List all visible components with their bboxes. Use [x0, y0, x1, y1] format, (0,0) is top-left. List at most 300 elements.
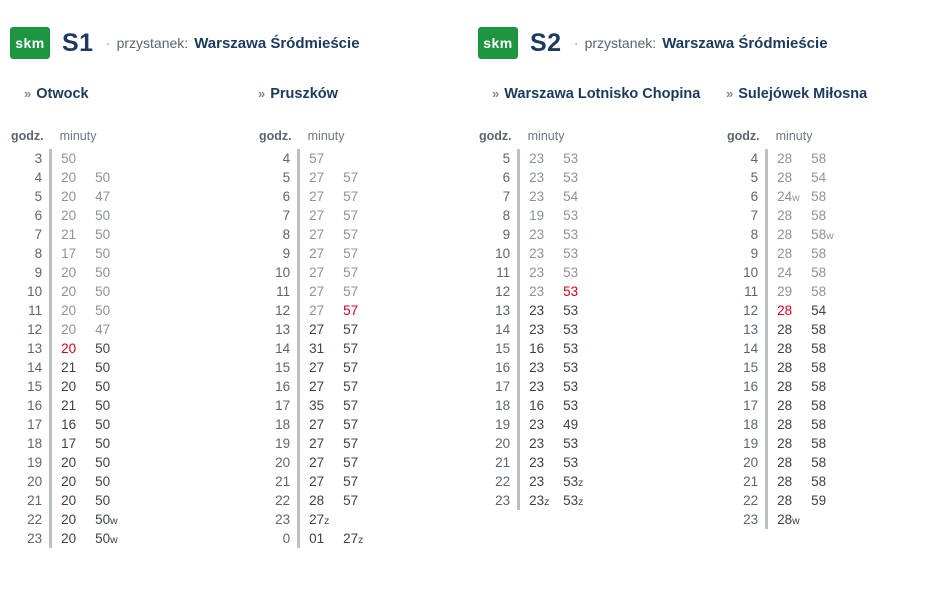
departure-minute: 53 [563, 341, 579, 356]
table-row [258, 377, 377, 396]
departure-minute: 23 [529, 455, 545, 470]
table-row [10, 225, 129, 244]
hour-cell: 18 [495, 398, 511, 413]
minutes-cell [767, 358, 846, 377]
departure-minute: 28 [777, 151, 793, 166]
table-row [10, 263, 129, 282]
departure-minute: 28 [777, 322, 793, 337]
departure-minute: 53 [563, 360, 579, 375]
timetable-group [478, 128, 933, 538]
minutes-cell [767, 263, 846, 282]
hour-cell: 13 [743, 322, 759, 337]
direction-name: Pruszków [270, 86, 338, 102]
hour-cell: 17 [495, 379, 511, 394]
table-row [726, 244, 845, 263]
departure-minute: 20 [61, 189, 77, 204]
hour-cell: 17 [275, 398, 291, 413]
table-row [726, 358, 845, 377]
hour-cell: 11 [276, 284, 291, 299]
departure-minute: 23 [529, 284, 545, 299]
minutes-cell [299, 472, 378, 491]
departure-minute: 57 [343, 265, 359, 280]
departure-minute: 28 [777, 208, 793, 223]
departure-minute: 58 [811, 151, 827, 166]
column-header-hour: godz. [259, 129, 292, 143]
departure-minute: 50 [95, 208, 111, 223]
table-row [258, 472, 377, 491]
departure-minute: 53 [563, 208, 579, 223]
table-row [478, 339, 597, 358]
departure-minute: 27 [309, 246, 325, 261]
direction-header-2 [258, 86, 338, 102]
hour-cell: 16 [743, 379, 759, 394]
departure-minute: 28 [777, 417, 793, 432]
departure-minute: 28 [777, 436, 793, 451]
departure-minute: 50 [95, 436, 111, 451]
hour-cell: 15 [27, 379, 43, 394]
stop-label: przystanek: [584, 35, 657, 51]
hour-cell: 6 [502, 170, 511, 185]
departure-minute: 28 [777, 360, 793, 375]
skm-logo-icon [478, 27, 518, 59]
departure-minute: 23 [529, 417, 545, 432]
minutes-cell [519, 415, 598, 434]
minute-suffix: z [544, 496, 550, 508]
departure-minute: 28 [777, 455, 793, 470]
departure-minute: 50 [95, 265, 111, 280]
table-row [726, 187, 845, 206]
table-row [258, 282, 377, 301]
direction-header-2 [726, 86, 867, 102]
minutes-cell [767, 472, 846, 491]
minutes-cell [299, 263, 378, 282]
departure-minute: 20 [61, 170, 77, 185]
minutes-cell [767, 339, 846, 358]
line-panel-s2 [478, 0, 933, 594]
line-number: S2 [530, 28, 562, 57]
departure-minute: 54 [563, 189, 579, 204]
minute-suffix: w [110, 534, 118, 546]
departure-minute: 58 [811, 360, 827, 375]
stop-name: Warszawa Śródmieście [662, 34, 828, 52]
hour-cell: 5 [282, 170, 291, 185]
hour-cell: 7 [282, 208, 291, 223]
column-header-minutes: minuty [527, 129, 565, 143]
minutes-cell [299, 320, 378, 339]
hour-cell: 13 [27, 341, 43, 356]
minutes-cell [51, 434, 130, 453]
departure-minute: 23 [529, 265, 545, 280]
minutes-cell [519, 282, 598, 301]
column-header-minutes: minuty [307, 129, 345, 143]
departure-minute: 20 [61, 341, 77, 356]
hour-cell: 15 [743, 360, 759, 375]
table-row [258, 396, 377, 415]
minutes-cell [767, 434, 846, 453]
table-row [478, 377, 597, 396]
hour-cell: 13 [495, 303, 511, 318]
hour-cell: 12 [275, 303, 291, 318]
hour-cell: 4 [750, 151, 759, 166]
table-row [10, 491, 129, 510]
direction-name: Sulejówek Miłosna [738, 86, 868, 102]
minutes-cell [519, 358, 598, 377]
minutes-cell [519, 320, 598, 339]
departure-minute: 23 [529, 360, 545, 375]
departure-minute: 27 [309, 227, 325, 242]
departure-minute: 57 [343, 227, 359, 242]
table-row [10, 358, 129, 377]
table-row [10, 244, 129, 263]
departure-minute: 50w [95, 512, 118, 527]
departure-minute: 35 [309, 398, 325, 413]
departure-minute: 50 [95, 170, 111, 185]
minutes-cell [299, 168, 378, 187]
departure-minute: 57 [343, 360, 359, 375]
table-row [258, 301, 377, 320]
table-row [10, 472, 129, 491]
departure-minute: 23 [529, 322, 545, 337]
minute-suffix: w [826, 230, 834, 242]
hour-cell: 8 [34, 246, 43, 261]
hour-cell: 9 [34, 265, 43, 280]
stop-label: przystanek: [116, 35, 189, 51]
departures-table [10, 128, 129, 548]
hour-cell: 11 [28, 303, 43, 318]
departure-minute: 28 [777, 303, 793, 318]
minute-suffix: w [792, 515, 800, 527]
table-row [258, 415, 377, 434]
minutes-cell [519, 396, 598, 415]
line-panel-s1 [10, 0, 465, 594]
minute-suffix: z [358, 534, 364, 546]
departure-minute: 23 [529, 246, 545, 261]
departure-minute: 28 [777, 246, 793, 261]
table-row [478, 434, 597, 453]
table-row [258, 453, 377, 472]
departure-minute: 24 [777, 265, 793, 280]
departure-minute: 58 [811, 474, 827, 489]
hour-cell: 3 [34, 151, 43, 166]
departure-minute: 57 [343, 379, 359, 394]
column-header-hour: godz. [727, 129, 760, 143]
chevron-right-icon: » [726, 86, 734, 101]
hour-cell: 13 [275, 322, 291, 337]
table-row [258, 434, 377, 453]
departure-minute: 27 [309, 265, 325, 280]
minutes-cell [519, 301, 598, 320]
minutes-cell [519, 263, 598, 282]
departures-table [258, 128, 377, 548]
table-row [478, 225, 597, 244]
column-header-minutes: minuty [775, 129, 813, 143]
table-row [726, 339, 845, 358]
departure-minute: 58 [811, 341, 827, 356]
minutes-cell [519, 168, 598, 187]
table-row [726, 149, 845, 168]
departure-minute: 31 [309, 341, 325, 356]
hour-cell: 10 [27, 284, 43, 299]
hour-cell: 20 [743, 455, 759, 470]
departure-minute: 50 [95, 379, 111, 394]
minutes-cell [51, 472, 130, 491]
minutes-cell [51, 187, 130, 206]
departure-minute: 50 [95, 417, 111, 432]
hour-cell: 5 [502, 151, 511, 166]
hour-cell: 6 [282, 189, 291, 204]
departure-minute: 17 [61, 246, 77, 261]
minutes-cell [767, 491, 846, 510]
table-row [478, 206, 597, 225]
stop-name: Warszawa Śródmieście [194, 34, 360, 52]
minutes-cell [519, 491, 598, 510]
minutes-cell [299, 187, 378, 206]
minutes-cell [299, 434, 378, 453]
departure-minute: 20 [61, 208, 77, 223]
departure-minute: 53 [563, 322, 579, 337]
departure-minute: 50w [95, 531, 118, 546]
table-row [258, 168, 377, 187]
departure-minute: 50 [61, 151, 77, 166]
minutes-cell [767, 168, 846, 187]
departure-minute: 27 [309, 436, 325, 451]
minutes-cell [767, 377, 846, 396]
minutes-cell [767, 206, 846, 225]
departure-minute: 57 [343, 189, 359, 204]
table-header-row [726, 128, 845, 149]
hour-cell: 16 [495, 360, 511, 375]
departure-minute: 58 [811, 436, 827, 451]
hour-cell: 19 [27, 455, 43, 470]
departure-minute: 27 [309, 189, 325, 204]
table-row [10, 396, 129, 415]
line-header [10, 0, 465, 64]
minutes-cell [519, 472, 598, 491]
departure-minute: 27 [309, 360, 325, 375]
departure-minute: 50 [95, 284, 111, 299]
departure-minute: 20 [61, 379, 77, 394]
departure-minute: 49 [563, 417, 579, 432]
minutes-cell [519, 149, 598, 168]
hour-cell: 10 [275, 265, 291, 280]
hour-cell: 19 [743, 436, 759, 451]
hour-cell: 18 [27, 436, 43, 451]
departure-minute: 57 [343, 303, 359, 318]
hour-cell: 22 [495, 474, 511, 489]
chevron-right-icon: » [492, 86, 500, 101]
departure-minute: 27 [309, 322, 325, 337]
table-row [726, 377, 845, 396]
table-row [10, 206, 129, 225]
departure-minute: 01 [309, 531, 325, 546]
departure-minute: 16 [61, 417, 77, 432]
hour-cell: 19 [275, 436, 291, 451]
minutes-cell [51, 301, 130, 320]
departure-minute: 23 [529, 379, 545, 394]
departure-minute: 58 [811, 189, 827, 204]
departure-minute: 53 [563, 303, 579, 318]
table-row [258, 244, 377, 263]
minutes-cell [519, 206, 598, 225]
departure-minute: 21 [61, 227, 77, 242]
departure-minute: 20 [61, 493, 77, 508]
table-row [478, 415, 597, 434]
minutes-cell [51, 244, 130, 263]
minutes-cell [767, 282, 846, 301]
table-row [478, 187, 597, 206]
timetable-2 [258, 128, 377, 548]
table-row [726, 263, 845, 282]
hour-cell: 10 [495, 246, 511, 261]
hour-cell: 22 [743, 493, 759, 508]
hour-cell: 17 [27, 417, 43, 432]
table-row [10, 510, 129, 529]
hour-cell: 23 [495, 493, 511, 508]
departure-minute: 57 [343, 398, 359, 413]
table-row [10, 282, 129, 301]
departure-minute: 20 [61, 322, 77, 337]
departure-minute: 20 [61, 284, 77, 299]
departure-minute: 58 [811, 455, 827, 470]
hour-cell: 23 [743, 512, 759, 527]
table-row [478, 453, 597, 472]
departure-minute: 58 [811, 265, 827, 280]
minutes-cell [51, 396, 130, 415]
departure-minute: 53 [563, 284, 579, 299]
minutes-cell [299, 358, 378, 377]
minutes-cell [767, 453, 846, 472]
minutes-cell [51, 225, 130, 244]
minutes-cell [767, 301, 846, 320]
table-row [478, 149, 597, 168]
table-row [726, 206, 845, 225]
table-row [10, 149, 129, 168]
hour-cell: 17 [743, 398, 759, 413]
hour-cell: 6 [34, 208, 43, 223]
departure-minute: 57 [343, 474, 359, 489]
table-row [478, 320, 597, 339]
hour-cell: 21 [27, 493, 43, 508]
departure-minute: 27 [309, 417, 325, 432]
hour-cell: 16 [27, 398, 43, 413]
direction-headers [10, 86, 465, 114]
departure-minute: 53 [563, 246, 579, 261]
departure-minute: 54 [811, 170, 827, 185]
hour-cell: 11 [744, 284, 759, 299]
direction-name: Warszawa Lotnisko Chopina [504, 86, 701, 102]
departure-minute: 28 [777, 341, 793, 356]
departure-minute: 28 [777, 474, 793, 489]
table-row [258, 225, 377, 244]
table-row [726, 396, 845, 415]
hour-cell: 18 [275, 417, 291, 432]
hour-cell: 7 [750, 208, 759, 223]
hour-cell: 19 [495, 417, 511, 432]
departure-minute: 50 [95, 246, 111, 261]
departure-minute: 20 [61, 512, 77, 527]
hour-cell: 9 [502, 227, 511, 242]
column-header-hour: godz. [479, 129, 512, 143]
table-row [478, 282, 597, 301]
departure-minute: 21 [61, 360, 77, 375]
departure-minute: 50 [95, 398, 111, 413]
minutes-cell [51, 282, 130, 301]
departure-minute: 57 [343, 341, 359, 356]
departure-minute: 57 [343, 322, 359, 337]
departure-minute: 50 [95, 493, 111, 508]
minutes-cell [519, 377, 598, 396]
table-row [10, 415, 129, 434]
hour-cell: 23 [275, 512, 291, 527]
departure-minute: 28 [777, 379, 793, 394]
table-row [10, 168, 129, 187]
departure-minute: 23 [529, 170, 545, 185]
minutes-cell [51, 453, 130, 472]
table-row [726, 225, 845, 244]
departure-minute: 27z [343, 531, 364, 546]
departure-minute: 27 [309, 170, 325, 185]
departure-minute: 20 [61, 303, 77, 318]
minutes-cell [299, 415, 378, 434]
chevron-right-icon: » [24, 86, 32, 101]
departure-minute: 28 [777, 398, 793, 413]
departure-minute: 53 [563, 227, 579, 242]
minutes-cell [299, 529, 378, 548]
minutes-cell [299, 149, 378, 168]
table-row [258, 149, 377, 168]
hour-cell: 15 [275, 360, 291, 375]
minutes-cell [519, 453, 598, 472]
departure-minute: 57 [309, 151, 325, 166]
table-row [258, 358, 377, 377]
departure-minute: 28 [777, 493, 793, 508]
timetable-group [10, 128, 465, 557]
table-row [258, 187, 377, 206]
table-row [258, 510, 377, 529]
minutes-cell [51, 529, 130, 548]
direction-name: Otwock [36, 86, 89, 102]
table-row [10, 339, 129, 358]
skm-logo-text: skm [15, 35, 45, 51]
departure-minute: 28 [777, 227, 793, 242]
minutes-cell [767, 396, 846, 415]
departure-minute: 57 [343, 284, 359, 299]
minutes-cell [51, 510, 130, 529]
departure-minute: 47 [95, 322, 111, 337]
table-row [726, 510, 845, 529]
departure-minute: 50 [95, 474, 111, 489]
hour-cell: 8 [282, 227, 291, 242]
departure-minute: 21 [61, 398, 77, 413]
minutes-cell [519, 187, 598, 206]
table-row [10, 301, 129, 320]
departure-minute: 16 [529, 398, 545, 413]
minute-suffix: w [792, 192, 800, 204]
hour-cell: 14 [27, 360, 43, 375]
timetable-1 [10, 128, 129, 548]
departure-minute: 23 [529, 303, 545, 318]
departure-minute: 58w [811, 227, 834, 242]
table-header-row [10, 128, 129, 149]
departure-minute: 50 [95, 455, 111, 470]
table-row [478, 263, 597, 282]
departure-minute: 58 [811, 246, 827, 261]
table-header-row [258, 128, 377, 149]
timetable-2 [726, 128, 845, 529]
line-header [478, 0, 933, 64]
table-row [726, 491, 845, 510]
departure-minute: 59 [811, 493, 827, 508]
